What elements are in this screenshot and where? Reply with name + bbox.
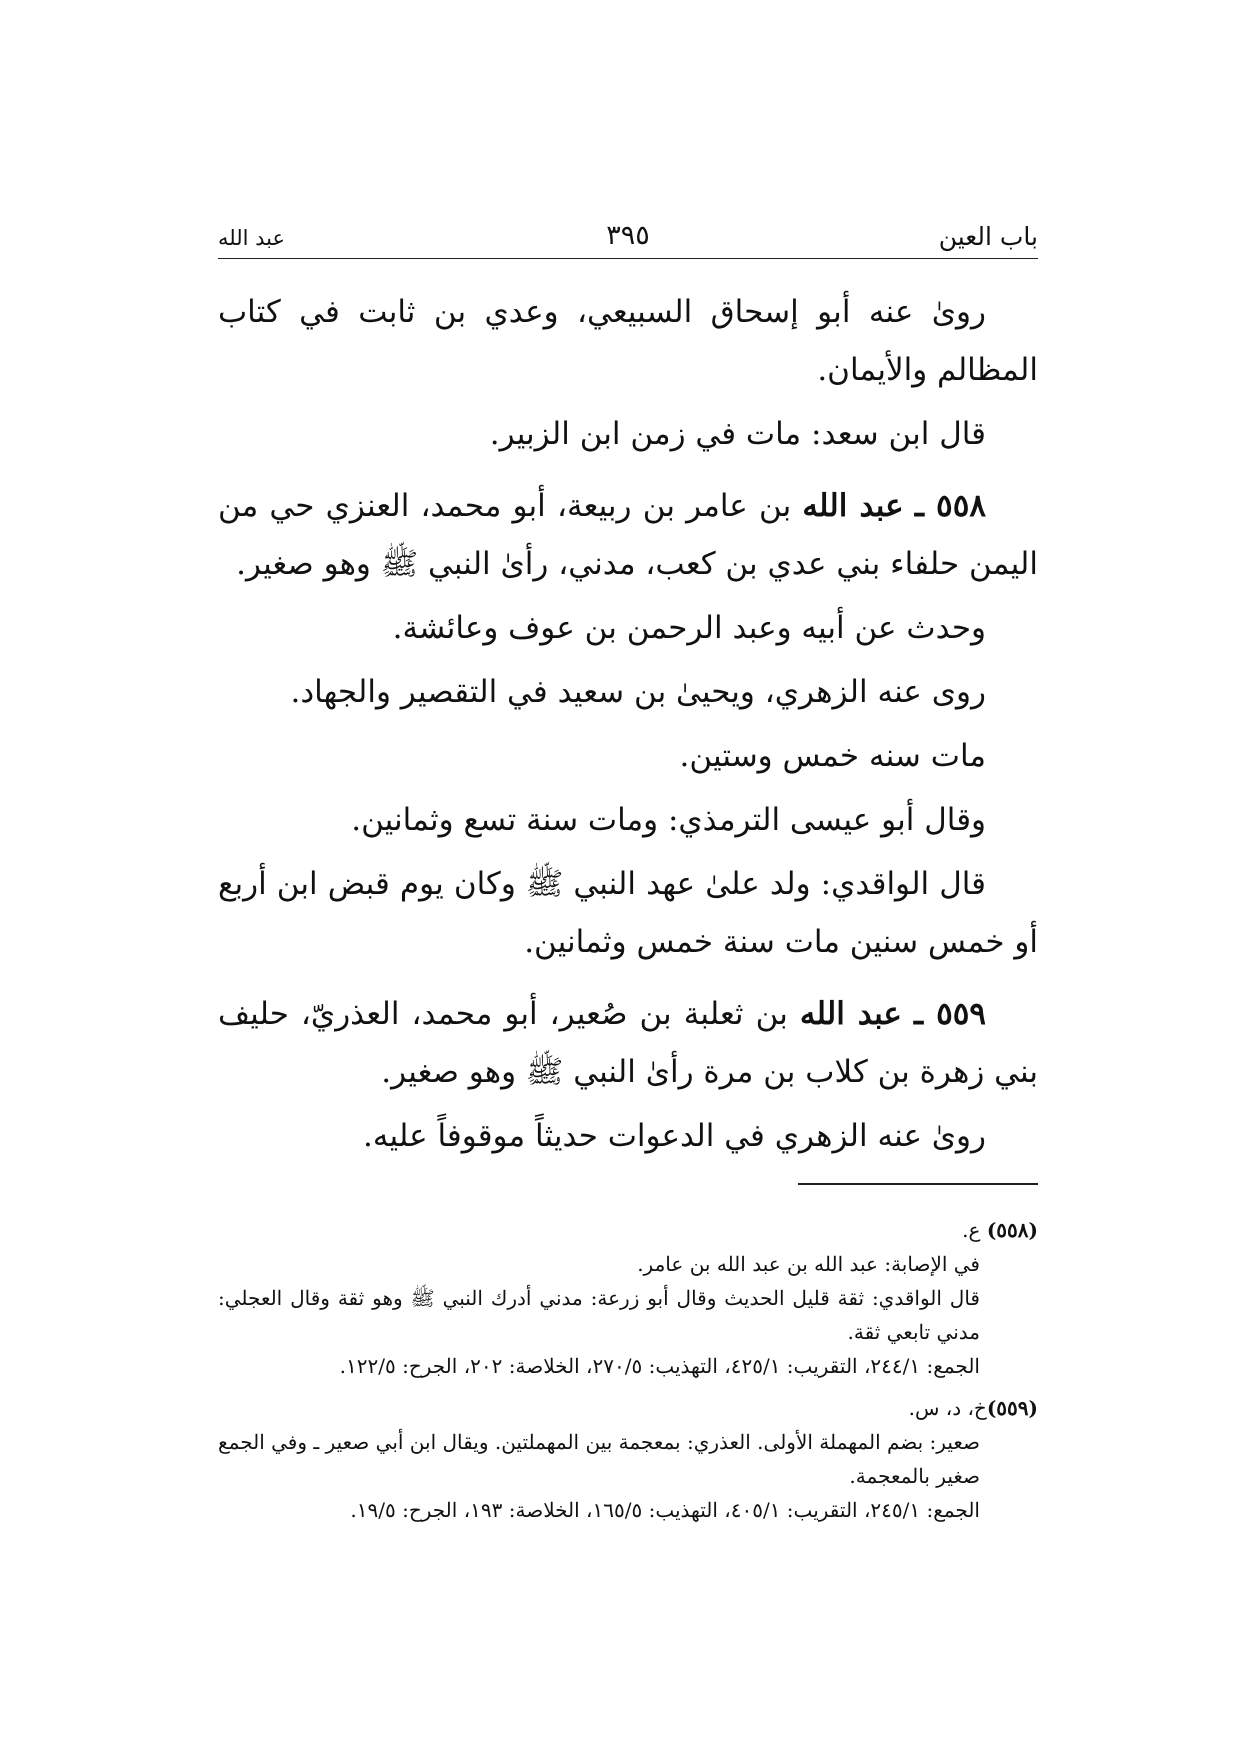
footnote-558: [218, 1213, 1038, 1383]
paragraph: مات سنه خمس وستين.: [679, 738, 986, 774]
entry-text: بن ثعلبة بن صُعير، أبو محمد، العذريّ، حليف بني زهرة بن كلاب بن مرة رأىٰ النبي ﷺ وهو صغير.: [218, 996, 1038, 1090]
footnote-line: الجمع: ٢٤٥/١، التقريب: ٤٠٥/١، التهذيب: ١٦٥/٥، الخلاصة: ١٩٣، الجرح: ١٩/٥.: [350, 1498, 980, 1522]
entry-name: عبد الله: [802, 488, 904, 524]
footnote-number: (٥٥٨): [986, 1218, 1038, 1242]
paragraph: وحدث عن أبيه وعبد الرحمن بن عوف وعائشة.: [392, 610, 986, 646]
paragraph: روىٰ عنه أبو إسحاق السبيعي، وعدي بن ثابت في كتاب المظالم والأيمان.: [218, 294, 1038, 388]
entry-559: [218, 985, 1038, 1101]
footnote-559: [218, 1391, 1038, 1527]
footnote-line: في الإصابة: عبد الله بن عبد الله بن عامر.: [637, 1252, 980, 1276]
footnote-line: قال الواقدي: ثقة قليل الحديث وقال أبو زرعة: مدني أدرك النبي ﷺ وهو ثقة وقال العجلي: مدني تابعي ثقة.: [218, 1286, 980, 1344]
section-title: عبد الله: [218, 226, 286, 250]
footnote-line: الجمع: ٢٤٤/١، التقريب: ٤٢٥/١، التهذيب: ٢٧٠/٥، الخلاصة: ٢٠٢، الجرح: ١٢٢/٥.: [339, 1354, 980, 1378]
footnote-heading: [218, 1213, 1038, 1247]
running-header: [218, 212, 1038, 259]
footnote-number: (٥٥٩): [986, 1396, 1038, 1420]
paragraph: قال الواقدي: ولد علىٰ عهد النبي ﷺ وكان يوم قبض ابن أربع أو خمس سنين مات سنة خمس وثمانين.: [218, 866, 1038, 960]
footnote-sigla: خ، د، س.: [908, 1396, 987, 1420]
paragraph: قال ابن سعد: مات في زمن ابن الزبير.: [489, 416, 986, 452]
entry-text: بن عامر بن ربيعة، أبو محمد، العنزي حي من اليمن حلفاء بني عدي بن كعب، مدني، رأىٰ النبي ﷺ وهو صغير.: [218, 488, 1038, 582]
entry-558: [218, 477, 1038, 593]
footnote-sigla: ع.: [962, 1218, 987, 1242]
footnote-heading: [218, 1391, 1038, 1425]
chapter-title: باب العين: [938, 222, 1038, 251]
main-text: [218, 283, 1038, 1165]
paragraph: وقال أبو عيسى الترمذي: ومات سنة تسع وثمانين.: [351, 802, 986, 838]
paragraph: روىٰ عنه الزهري في الدعوات حديثاً موقوفاً عليه.: [363, 1118, 986, 1154]
footnote-divider: [798, 1183, 1038, 1185]
footnote-line: صعير: بضم المهملة الأولى. العذري: بمعجمة بين المهملتين. ويقال ابن أبي صعير ـ وفي الجمع صغير بالمعجمة.: [218, 1430, 980, 1488]
paragraph: روى عنه الزهري، ويحيىٰ بن سعيد في التقصير والجهاد.: [290, 674, 986, 710]
entry-number: ٥٥٩ ـ: [914, 996, 987, 1032]
book-page: [218, 212, 1038, 1527]
entry-name: عبد الله: [799, 996, 902, 1032]
entry-number: ٥٥٨ ـ: [914, 488, 986, 524]
page-number: ٣٩٥: [606, 220, 650, 251]
footnotes: [218, 1213, 1038, 1527]
